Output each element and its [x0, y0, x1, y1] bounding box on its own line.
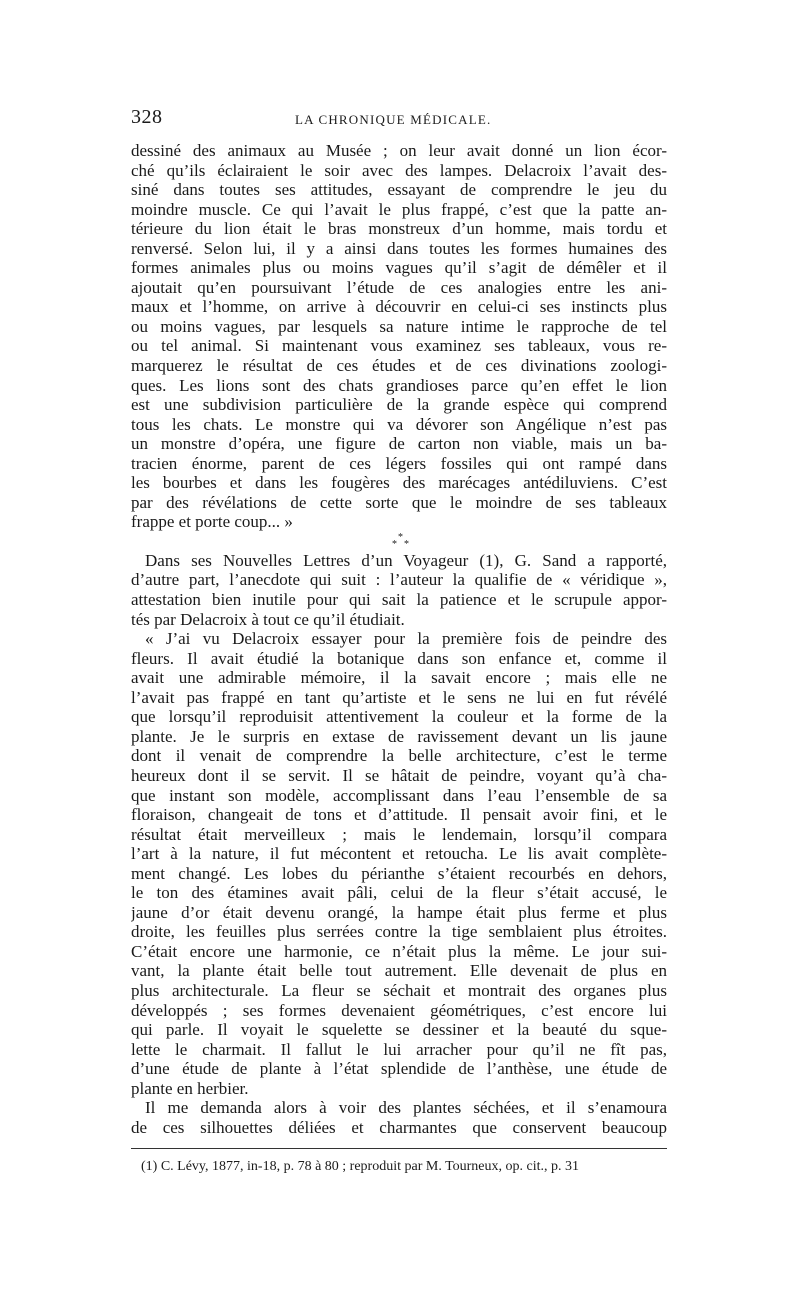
page-header [131, 106, 667, 130]
paragraph-2 [131, 551, 667, 629]
text-line: renversé. Selon lui, il y a ainsi dans toutes les formes humaines des [131, 238, 667, 258]
separator-star: * [398, 531, 403, 543]
asterism-separator [131, 532, 667, 551]
text-line: dont il venait de comprendre la belle architecture, c’est le terme [131, 746, 667, 766]
text-line: floraison, changeait de tons et d’attitude. Il pensait avoir fini, et le [131, 805, 667, 825]
text-line: ajoutait qu’en poursuivant l’étude de ces analogies entre les ani- [131, 277, 667, 297]
text-line: de ces silhouettes déliées et charmantes que conservent beaucoup [131, 1117, 667, 1137]
text-line: jaune d’or était devenu orangé, la hampe était plus ferme et plus [131, 902, 667, 922]
text-line: vant, la plante était belle tout autrement. Elle devenait de plus en [131, 961, 667, 981]
text-line: l’avait pas frappé en tant qu’artiste et le sens ne lui en fut révélé [131, 687, 667, 707]
text-line: C’était encore une harmonie, ce n’était plus la même. Le jour sui- [131, 941, 667, 961]
text-line: les bourbes et dans les fougères des marécages antédiluviens. C’est [131, 473, 667, 493]
paragraph-1 [131, 141, 667, 532]
text-line: par des révélations de cette sorte que le moindre de ses tableaux [131, 492, 667, 512]
text-line: ment changé. Les lobes du périanthe s’étaient recourbés en dehors, [131, 863, 667, 883]
text-line: attestation bien inutile pour qui sait la patience et le scrupule appor- [131, 590, 667, 610]
text-line: qui parle. Il voyait le squelette se dessiner et la beauté du sque- [131, 1020, 667, 1040]
text-line: siné dans toutes ses attitudes, essayant de comprendre le jeu du [131, 180, 667, 200]
paragraph-4 [131, 1098, 667, 1137]
text-line: ché qu’ils éclairaient le soir avec des lampes. Delacroix l’avait des- [131, 160, 667, 180]
text-line: plante en herbier. [131, 1078, 249, 1098]
separator-star: * [392, 538, 397, 550]
text-line: moindre muscle. Ce qui l’avait le plus frappé, c’est que la patte an- [131, 199, 667, 219]
text-line: est une subdivision particulière de la grande espèce qui comprend [131, 395, 667, 415]
footnote: (1) C. Lévy, 1877, in-18, p. 78 à 80 ; reproduit par M. Tourneux, op. cit., p. 31 [141, 1159, 580, 1174]
text-line: que lorsqu’il reproduisit attentivement la couleur et la forme de la [131, 707, 667, 727]
text-line: que instant son modèle, accomplissant dans l’eau l’ensemble de sa [131, 785, 667, 805]
text-line: marquerez le résultat de ces études et de ces divinations zoologi- [131, 356, 667, 376]
text-line: développés ; ses formes devenaient géométriques, c’est encore lui [131, 1000, 667, 1020]
text-line: plante. Je le surpris en extase de ravissement devant un lis jaune [131, 726, 667, 746]
text-line: frappe et porte coup... » [131, 512, 293, 532]
text-line: tous les chats. Le monstre qui va dévorer son Angélique n’est pas [131, 414, 667, 434]
text-line: d’une étude de plante à l’état splendide de l’anthèse, une étude de [131, 1059, 667, 1079]
text-line: dessiné des animaux au Musée ; on leur avait donné un lion écor- [131, 141, 667, 160]
text-line: lette le charmait. Il fallut le lui arracher pour qu’il ne fît pas, [131, 1039, 667, 1059]
text-line: tés par Delacroix à tout ce qu’il étudiait. [131, 609, 405, 629]
paragraph-3 [131, 629, 667, 1098]
text-line: « J’ai vu Delacroix essayer pour la première fois de peindre des [145, 629, 667, 649]
page-number: 328 [131, 106, 163, 128]
text-line: ou moins vagues, par lesquels sa nature intime le rapproche de tel [131, 316, 667, 336]
text-line: térieure du lion était le bras monstreux d’un homme, mais tordu et [131, 219, 667, 239]
text-line: formes animales plus ou moins vagues qu’il s’agit de démêler et il [131, 258, 667, 278]
text-line: plus architecturale. La fleur se séchait et montrait des organes plus [131, 980, 667, 1000]
text-line: ou tel animal. Si maintenant vous examinez ses tableaux, vous re- [131, 336, 667, 356]
text-line: ques. Les lions sont des chats grandioses parce qu’en effet le lion [131, 375, 667, 395]
text-line: fleurs. Il avait étudié la botanique dans son enfance et, comme il [131, 648, 667, 668]
text-line: le ton des étamines avait pâli, celui de la fleur s’était accusé, le [131, 883, 667, 903]
footnote-rule [131, 1148, 667, 1149]
page-body [131, 141, 667, 1137]
text-line: d’autre part, l’anecdote qui suit : l’auteur la qualifie de « véridique », [131, 570, 667, 590]
text-line: maux et l’homme, on arrive à découvrir en celui-ci ses instincts plus [131, 297, 667, 317]
running-title: LA CHRONIQUE MÉDICALE. [295, 112, 492, 127]
text-line: Il me demanda alors à voir des plantes séchées, et il s’enamoura [145, 1098, 667, 1118]
text-line: heureux dont il se servit. Il se hâtait de peindre, voyant qu’à cha- [131, 765, 667, 785]
text-line: avait une admirable mémoire, il la savait encore ; mais elle ne [131, 668, 667, 688]
text-line: droite, les feuilles plus serrées contre la tige semblaient plus étroites. [131, 922, 667, 942]
separator-star: * [404, 538, 409, 550]
text-line: Dans ses Nouvelles Lettres d’un Voyageur (1), G. Sand a rapporté, [145, 550, 667, 570]
text-line: l’art à la nature, il fut mécontent et retoucha. Le lis avait complète- [131, 844, 667, 864]
text-line: un monstre d’opéra, une figure de carton non viable, mais un ba- [131, 434, 667, 454]
text-line: résultat était merveilleux ; mais le lendemain, lorsqu’il compara [131, 824, 667, 844]
text-line: tracien énorme, parent de ces légers fossiles qui ont rampé dans [131, 453, 667, 473]
